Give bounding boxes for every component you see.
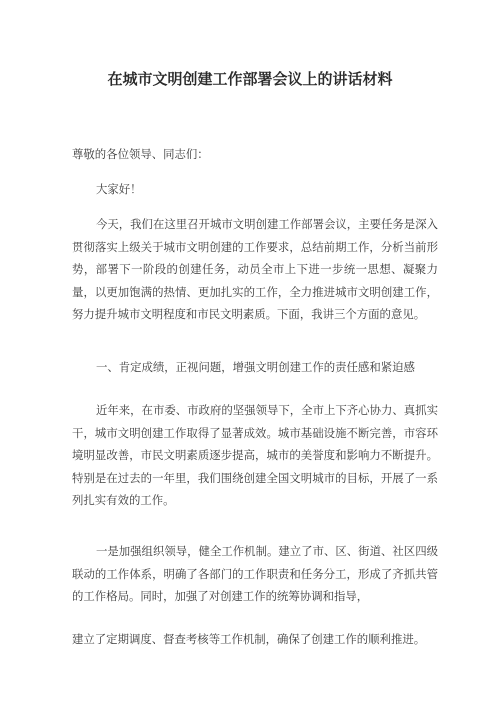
document-title: 在城市文明创建工作部署会议上的讲话材料 xyxy=(107,70,393,88)
achievements-paragraph: 近年来，在市委、市政府的坚强领导下，全市上下齐心协力、真抓实干，城市文明创建工作取得了显著成效。城市基础设施不断完善，市容环境明显改善，市民文明素质逐步提高，城市的美誉度和影响力不断提升。特别是在过去的一年里，我们围绕创建全国文明城市的目标，开展了一系列扎实有效的工作。 xyxy=(72,403,438,507)
salutation: 尊敬的各位领导、同志们： xyxy=(72,147,209,161)
organization-paragraph-continued: 建立了定期调度、督查考核等工作机制，确保了创建工作的顺利推进。 xyxy=(72,632,426,646)
intro-paragraph: 今天，我们在这里召开城市文明创建工作部署会议，主要任务是深入贯彻落实上级关于城市文明创建的工作要求，总结前期工作，分析当前形势，部署下一阶段的创建任务，动员全市上下进一步统一思想、凝聚力量，以更加饱满的热情、更加扎实的工作，全力推进城市文明创建工作，努力提升城市文明程度和市民文明素质。下面，我讲三个方面的意见。 xyxy=(72,217,438,321)
greeting: 大家好！ xyxy=(95,182,142,196)
section-heading: 一、肯定成绩，正视问题，增强文明创建工作的责任感和紧迫感 xyxy=(95,360,415,374)
organization-paragraph: 一是加强组织领导，健全工作机制。建立了市、区、街道、社区四级联动的工作体系，明确了各部门的工作职责和任务分工，形成了齐抓共管的工作格局。同时，加强了对创建工作的统筹协调和指导， xyxy=(72,544,438,603)
